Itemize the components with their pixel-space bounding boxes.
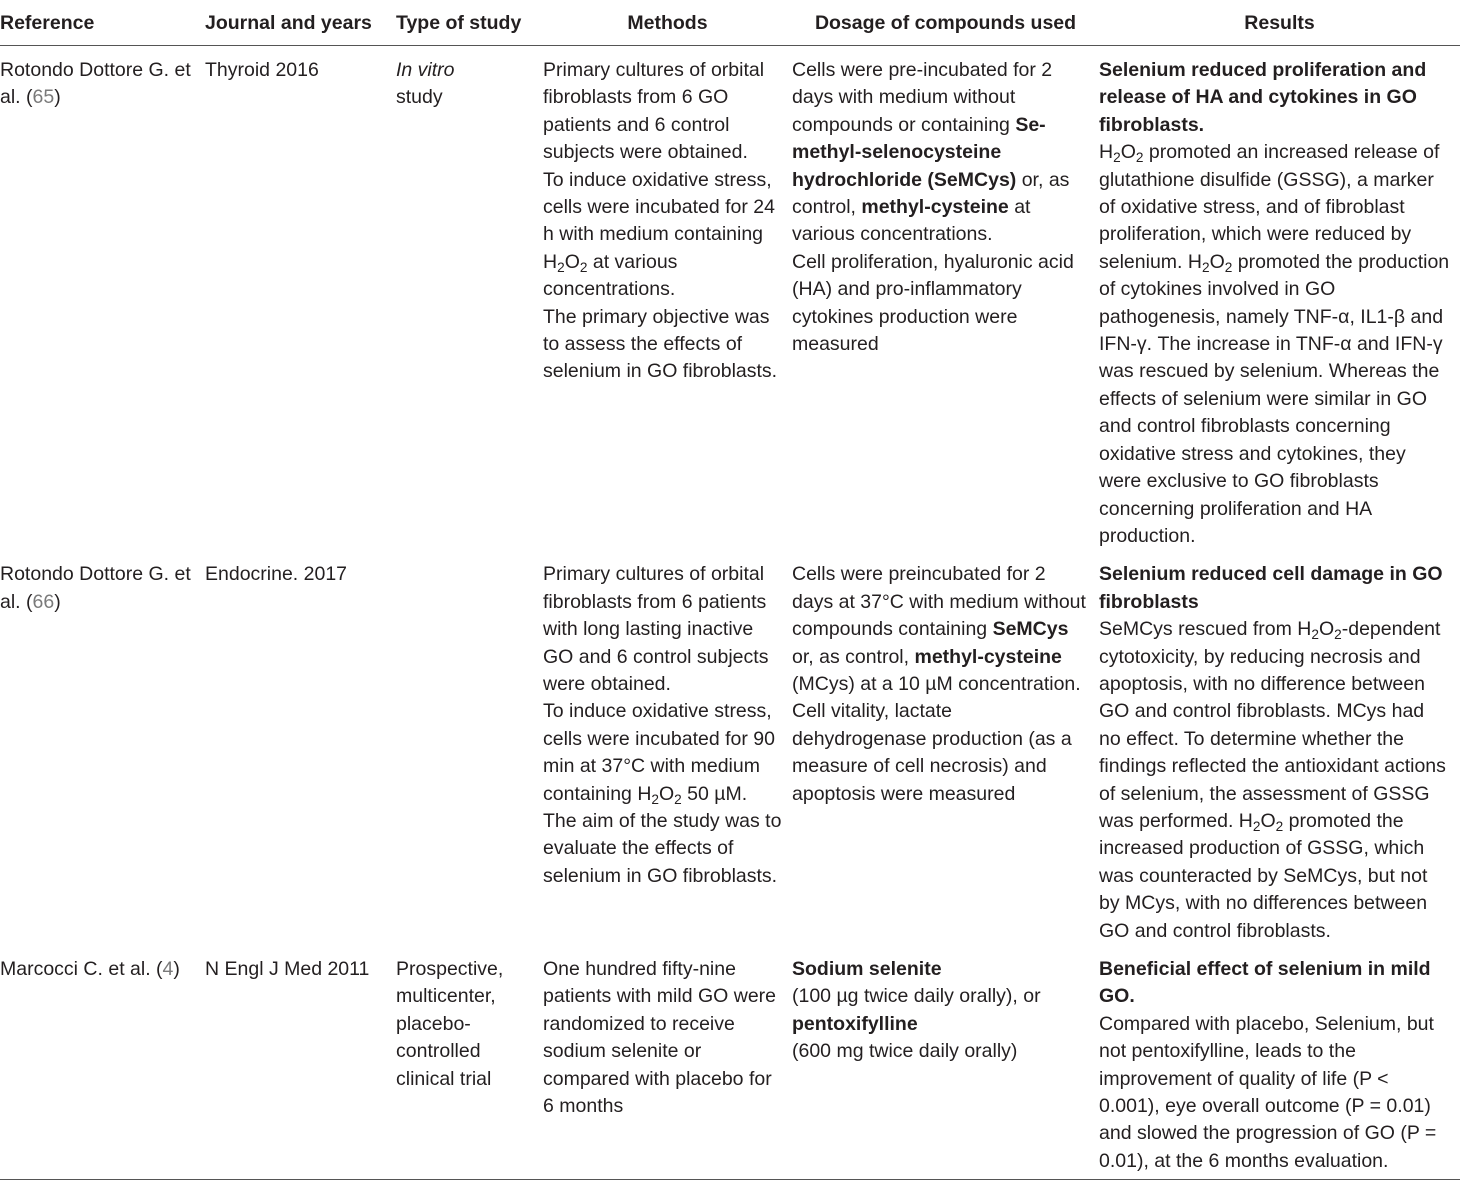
cell-results: Beneficial effect of selenium in mild GO. Compared with placebo, Selenium, but not pentoxifylline, leads to the improvement of quality of life (P < 0.001), eye overall outcome (P = 0.01) and slowed the progression of GO (P = 0.01), at the 6 months evaluation. (1099, 945, 1460, 1180)
cell-type: In vitro study (396, 59, 455, 109)
header-row (0, 0, 1460, 46)
cell-journal: Endocrine. 2017 (205, 563, 348, 586)
cell-dosage: Cells were preincubated for 2 days at 37°C with medium without compounds containing SeMCys or, as control, methyl-cysteine (MCys) at a 10 µM concentration. Cell vitality, lactate dehydrogenase production (as a measure of cell necrosis) and apoptosis were measured (792, 563, 1086, 805)
header-results: Results (1099, 0, 1460, 46)
cell-reference: Rotondo Dottore G. et al. (65) (0, 59, 191, 109)
header-reference: Reference (0, 0, 205, 46)
cell-methods: One hundred fifty-nine patients with mild GO were randomized to receive sodium selenite or compared with placebo for 6 months (543, 945, 792, 1180)
cell-methods: Primary cultures of orbital fibroblasts from 6 patients with long lasting inactive GO and 6 control subjects were obtained. To induce oxidative stress, cells were incubated for 90 min at 37°C with medium containing $H_2O_2$ 50 µM. The aim of the study was to evaluate the effects of selenium in GO fibroblasts. (543, 563, 782, 887)
citation-link[interactable]: 4 (162, 958, 174, 980)
cell-journal: Thyroid 2016 (205, 59, 319, 81)
header-dosage: Dosage of compounds used (792, 0, 1099, 46)
cell-methods: Primary cultures of orbital fibroblasts from 6 GO patients and 6 control subjects were obtained. To induce oxidative stress, cells were incubated for 24 h with medium containing $H_2O_2$ at various concentrations. The primary objective was to assess the effects of selenium in GO fibroblasts. (543, 59, 778, 383)
cell-dosage: Cells were pre-incubated for 2 days with medium without compounds or containing Se-methyl-selenocysteine hydrochloride (SeMCys) or, as control, methyl-cysteine at various concentrations. Cell proliferation, hyaluronic acid (HA) and pro-inflammatory cytokines production were measured (792, 59, 1074, 356)
cell-type (396, 550, 543, 945)
cell-reference: Rotondo Dottore G. et al. (66) (0, 563, 191, 613)
cell-results: Selenium reduced cell damage in GO fibroblasts SeMCys rescued from $H_2O_2$-dependent cytotoxicity, by reducing necrosis and apoptosis, with no difference between GO and control fibroblasts. MCys had no effect. To determine whether the findings reflected the antioxidant actions of selenium, the assessment of GSSG was performed. $H_2O_2$ promoted the increased production of GSSG, which was counteracted by SeMCys, but not by MCys, with no differences between GO and control fibroblasts. (1099, 563, 1446, 942)
header-methods: Methods (543, 0, 792, 46)
citation-link[interactable]: 66 (32, 590, 55, 613)
header-type: Type of study (396, 0, 543, 46)
cell-journal: N Engl J Med 2011 (205, 945, 396, 1180)
header-journal: Journal and years (205, 0, 396, 46)
cell-dosage: Sodium selenite (100 µg twice daily orally), or pentoxifylline (600 mg twice daily orally) (792, 945, 1099, 1180)
table-row (0, 46, 1460, 551)
citation-link[interactable]: 65 (32, 86, 55, 109)
cell-results: Selenium reduced proliferation and release of HA and cytokines in GO fibroblasts. $H_2O_2$ promoted an increased release of glutathione disulfide (GSSG), a marker of oxidative stress, and of fibroblast proliferation, which were reduced by selenium. $H_2O_2$ promoted the production of cytokines involved in GO pathogenesis, namely TNF-α, IL1-β and IFN-γ. The increase in TNF-α and IFN-γ was rescued by selenium. Whereas the effects of selenium were similar in GO and control fibroblasts concerning oxidative stress and cytokines, they were exclusive to GO fibroblasts concerning proliferation and HA production. (1099, 59, 1450, 547)
cell-reference: Marcocci C. et al. (4) (0, 945, 205, 1180)
table-row (0, 550, 1460, 945)
cell-type: Prospective, multicenter, placebo-controlled clinical trial (396, 945, 543, 1180)
